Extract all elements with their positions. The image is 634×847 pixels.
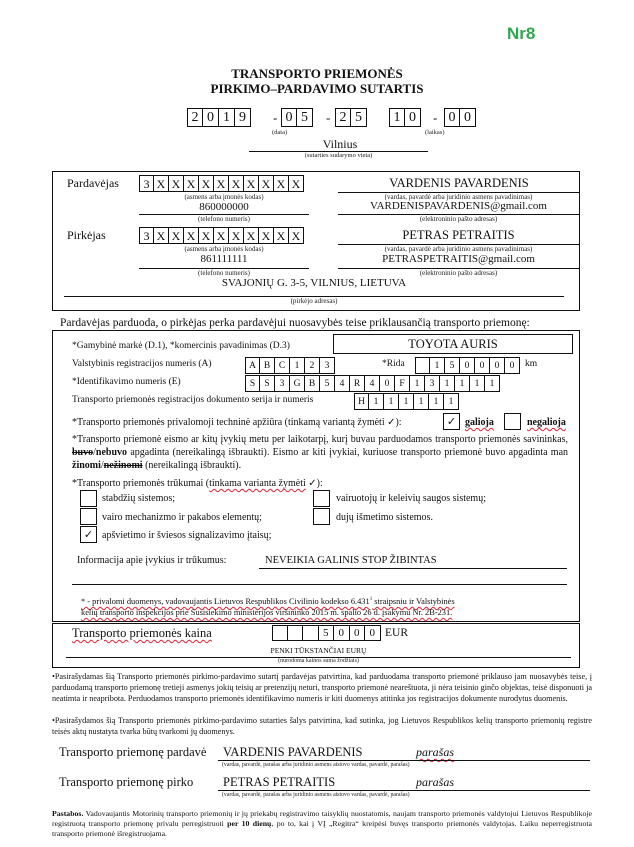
seller-code-caption: (asmens arba įmonės kodas) [184,193,264,201]
code-box: X [244,175,259,192]
code-box: X [214,227,229,244]
notes-deadline: per 10 dienų [227,819,272,828]
inspection-valid-label: galioja [465,417,494,428]
code-box: X [244,227,259,244]
code-box: X [229,175,244,192]
time-minute-boxes[interactable] [444,108,476,127]
code-box: X [199,227,214,244]
footnote-text: straipsniu ir Valstybinės [372,596,455,606]
defect-brakes-label: stabdžių sistemos; [102,493,176,504]
defect-safety-label: vairuotojų ir keleivių saugos sistemų; [336,493,486,504]
digit-box: 0 [281,108,297,127]
code-box: X [274,175,289,192]
code-box: X [184,175,199,192]
seller-phone-caption: (telefono numeris) [198,215,250,223]
digit-box: 0 [334,625,350,641]
code-box: X [199,175,214,192]
make-value[interactable]: TOYOTA AURIS [333,334,573,354]
digit-box: 9 [235,108,251,127]
damage-option-wasnot[interactable]: nebuvo [95,447,128,458]
vin-label: *Identifikavimo numeris (E) [72,377,181,387]
date-day-boxes[interactable] [335,108,367,127]
digit-box: 0 [475,357,490,374]
place-value[interactable]: Vilnius [322,137,358,151]
code-box: X [274,227,289,244]
seller-code-boxes[interactable] [139,175,304,192]
slash: / [93,447,96,458]
buyer-phone[interactable]: 861111111 [200,253,248,265]
damage-option-unknown[interactable]: nežinomi [103,460,143,471]
buyer-code-boxes[interactable] [139,227,304,244]
char-box: R [350,375,365,392]
plate-boxes[interactable] [245,357,335,374]
buyer-label: Pirkėjas [67,228,106,242]
char-box: 4 [335,375,350,392]
digit-box: 0 [444,108,460,127]
date-year-boxes[interactable] [187,108,251,127]
date-separator: - [273,110,278,125]
damage-text: (nereikalingą išbraukti). [145,460,242,471]
defect-steering-checkbox[interactable] [80,508,97,525]
char-box: H [354,393,369,410]
defect-steering-label: vairo mechanizmo ir pakabos elementų; [102,512,262,523]
digit-box: 5 [297,108,313,127]
bought-underline [218,790,590,791]
buyer-name[interactable]: PETRAS PETRAITIS [402,228,515,242]
defect-lighting-label: apšvietimo ir šviesos signalizavimo įtaisų; [102,530,272,541]
damage-text: *Transporto priemonė eismo ar kitų įvykių metu per laikotarpį, kurį buvau parduodamos transporto priemonės savininkas, [72,434,568,445]
intro-text: Pardavėjas parduoda, o pirkėjas perka pardavėjui nuosavybės teise priklausančią transporto priemonę: [60,317,530,329]
footnote [81,594,561,618]
char-box: 1 [470,375,485,392]
char-box: C [275,357,290,374]
inspection-invalid-label: negalioja [527,417,566,428]
sold-label: Transporto priemonę pardavė [59,745,207,759]
buyer-code-caption: (asmens arba įmonės kodas) [184,245,264,253]
char-box: G [290,375,305,392]
code-box: X [169,227,184,244]
digit-box: 1 [219,108,235,127]
buyer-phone-caption: (telefono numeris) [198,269,250,277]
price-words[interactable]: PENKI TŪKSTANČIAI EURŲ [270,646,367,655]
seller-name-caption: (vardas, pavardė arba juridinio asmens pavadinimas) [384,193,533,201]
date-month-boxes[interactable] [281,108,313,127]
title-line-1: TRANSPORTO PRIEMONĖS [231,66,403,81]
price-label: Transporto priemonės kaina [72,626,212,640]
digit-box [272,625,288,641]
title-line-2: PIRKIMO–PARDAVIMO SUTARTIS [210,81,424,96]
seller-email[interactable]: VARDENISPAVARDENIS@gmail.com [370,200,547,212]
buyer-address-caption: (pirkėjo adresas) [290,297,338,305]
bought-signature[interactable]: parašas [416,775,455,789]
digit-box: 0 [505,357,520,374]
notes [52,809,592,839]
digit-box: 5 [319,625,335,641]
char-box: 5 [320,375,335,392]
damage-paragraph [72,433,568,472]
char-box: 1 [399,393,414,410]
time-hour-boxes[interactable] [389,108,421,127]
make-label: *Gamybinė markė (D.1), *komercinis pavadinimas (D.3) [72,341,290,351]
info-second-line [72,584,567,585]
char-box: B [260,357,275,374]
mileage-unit: km [525,359,538,369]
char-box: 0 [380,375,395,392]
notes-text: , po to, kai į VĮ „Regitra“ kreipėsi buvęs transporto priemonės valdytojas. Laiku neperregistruota transporto priemonė išregistruojama. [52,819,592,838]
defect-exhaust-label: dujų išmetimo sistemos. [336,512,433,523]
bought-label: Transporto priemonę pirko [59,775,194,789]
time-separator: - [433,110,438,125]
statement-seller: •Pasirašydamas šią Transporto priemonės pirkimo-pardavimo sutartį pardavėjas patvirtina, kad parduodama transporto priemonė priklauso jam nuosavybės teise, į parduodamą transporto priemonę tretieji asmenys jokių teisių ar pretenzijų neturi, transporto priemonė neareštuota, ji nėra teisinio ginčo objektas, teisė disponuoti ja neatimta ir neapribota. Perduodamos transporto priemonės identifikavimo numeris ir kiti duomenys atitinka jos registracijos dokumente nurodytus duomenis. [52,672,592,703]
seller-phone[interactable]: 860000000 [199,201,249,213]
char-box: A [245,357,260,374]
digit-box [288,625,304,641]
digit-box: 2 [187,108,203,127]
digit-box: 0 [490,357,505,374]
seller-label: Pardavėjas [67,176,119,190]
price-boxes[interactable] [272,625,381,641]
code-box: X [229,227,244,244]
inspection-label: *Transporto priemonės privalomoji techninė apžiūra (tinkamą variantą žymėti ✓): [72,417,402,428]
info-value[interactable]: NEVEIKIA GALINIS STOP ŽIBINTAS [265,555,437,566]
date-separator: - [326,110,331,125]
char-box: 1 [369,393,384,410]
char-box: 1 [290,357,305,374]
digit-box: 0 [405,108,421,127]
char-box: 1 [429,393,444,410]
defect-brakes-checkbox[interactable] [80,490,97,507]
digit-box: 1 [430,357,445,374]
seller-name[interactable]: VARDENIS PAVARDENIS [389,176,529,190]
char-box: 3 [275,375,290,392]
vin-boxes[interactable] [245,375,500,392]
defect-exhaust-checkbox[interactable] [313,508,330,525]
code-box: 3 [139,175,154,192]
statement-parties: •Pasirašydamos šią Transporto priemonės pirkimo-pardavimo sutarties šalys patvirtina, kad sutinka, jog Lietuvos Respublikos kelių transporto priemonių registre teisės aktų nustatyta tvarka būtų tvarkomi jų duomenys. [52,716,592,736]
char-box: F [395,375,410,392]
buyer-name-caption: (vardas, pavardė arba juridinio asmens pavadinimas) [384,245,533,253]
char-box: 3 [320,357,335,374]
defect-safety-checkbox[interactable] [313,490,330,507]
sold-caption: (vardas, pavardė, parašas arba juridinio asmens atstovo vardas, pavardė, parašas) [222,762,410,768]
bought-name[interactable]: PETRAS PETRAITIS [223,775,336,789]
code-box: 3 [139,227,154,244]
footnote-text: * - privalomi duomenys, vadovaujantis Lietuvos Respublikos Civilinio kodekso 6.431 [81,596,370,606]
buyer-address[interactable]: SVAJONIŲ G. 3-5, VILNIUS, LIETUVA [221,277,407,289]
code-box: X [259,175,274,192]
regdoc-boxes[interactable] [354,393,459,410]
char-box: S [260,375,275,392]
bought-caption: (vardas, pavardė, parašas arba juridinio asmens atstovo vardas, pavardė, parašas) [222,792,410,798]
code-box: X [154,175,169,192]
digit-box [415,357,430,374]
digit-box: 1 [389,108,405,127]
regdoc-label: Transporto priemonės registracijos dokumento serija ir numeris [72,395,314,405]
price-words-caption: (nurodoma kainos suma žodžiais) [278,658,359,664]
damage-option-was[interactable]: buvo [72,447,94,458]
char-box: S [245,375,260,392]
footnote-text: kelių transporto inspekcijos prie Susisiekimo ministerijos viršininko 2015 m. spalio 26 d. įsakymu Nr. 2B-231. [81,607,453,617]
char-box: 2 [305,357,320,374]
time-caption: (laikas) [425,129,445,136]
digit-box: 0 [365,625,381,641]
mileage-boxes[interactable] [415,357,520,374]
code-box: X [289,175,304,192]
price-currency: EUR [385,627,408,639]
char-box: 1 [384,393,399,410]
digit-box: 5 [445,357,460,374]
slash: / [100,460,104,471]
digit-box: 0 [460,108,476,127]
info-label: Informacija apie įvykius ir trūkumus: [77,555,227,566]
char-box: 1 [444,393,459,410]
digit-box: 2 [335,108,351,127]
code-box: X [289,227,304,244]
code-box: X [214,175,229,192]
sold-signature[interactable]: parašas [416,745,455,759]
buyer-email[interactable]: PETRASPETRAITIS@gmail.com [382,253,535,265]
code-box: X [154,227,169,244]
date-caption: (data) [272,129,288,136]
notes-text: Vadovaujantis Motorinių transporto priemonių ir jų priekabų registravimo taisyklių nuostatomis, naujam transporto priemonės valdytojui Lietuvos Respublikoje registruotą transporto priemonę privalu perregistruoti [52,809,592,828]
buyer-email-caption: (elektroninio pašto adresas) [419,269,498,277]
digit-box [303,625,319,641]
char-box: 4 [365,375,380,392]
place-caption: (sutarties sudarymo vieta) [304,152,373,159]
mileage-label: *Rida [382,359,405,369]
char-box: 1 [485,375,500,392]
info-underline [259,568,567,569]
digit-box: 0 [460,357,475,374]
inspection-invalid-checkbox[interactable] [504,413,521,430]
defects-label: *Transporto priemonės trūkumai (tinkama varianta žymėti ✓): [72,478,323,489]
defect-lighting-checkbox[interactable]: ✓ [80,526,97,543]
char-box: 1 [410,375,425,392]
damage-option-known[interactable]: žinomi [72,460,101,471]
char-box: 1 [414,393,429,410]
document-number: Nr8 [507,24,536,43]
sold-underline [218,760,590,761]
digit-box: 5 [351,108,367,127]
plate-label: Valstybinis registracijos numeris (A) [72,359,212,369]
sold-name[interactable]: VARDENIS PAVARDENIS [223,745,363,759]
notes-prefix: Pastabos. [52,809,84,818]
seller-email-caption: (elektroninio pašto adresas) [419,215,498,223]
char-box: 3 [425,375,440,392]
code-box: X [169,175,184,192]
char-box: 1 [455,375,470,392]
digit-box: 0 [350,625,366,641]
code-box: X [184,227,199,244]
code-box: X [259,227,274,244]
inspection-valid-checkbox[interactable]: ✓ [443,413,460,430]
footnote-sup: 1 [369,597,373,602]
char-box: 1 [440,375,455,392]
damage-text: apgadinta (nereikalingą išbraukti). Eismo ar kiti įvykiai, kuriuose transporto priemonė buvo apgadinta man [130,447,569,458]
char-box: B [305,375,320,392]
digit-box: 0 [203,108,219,127]
